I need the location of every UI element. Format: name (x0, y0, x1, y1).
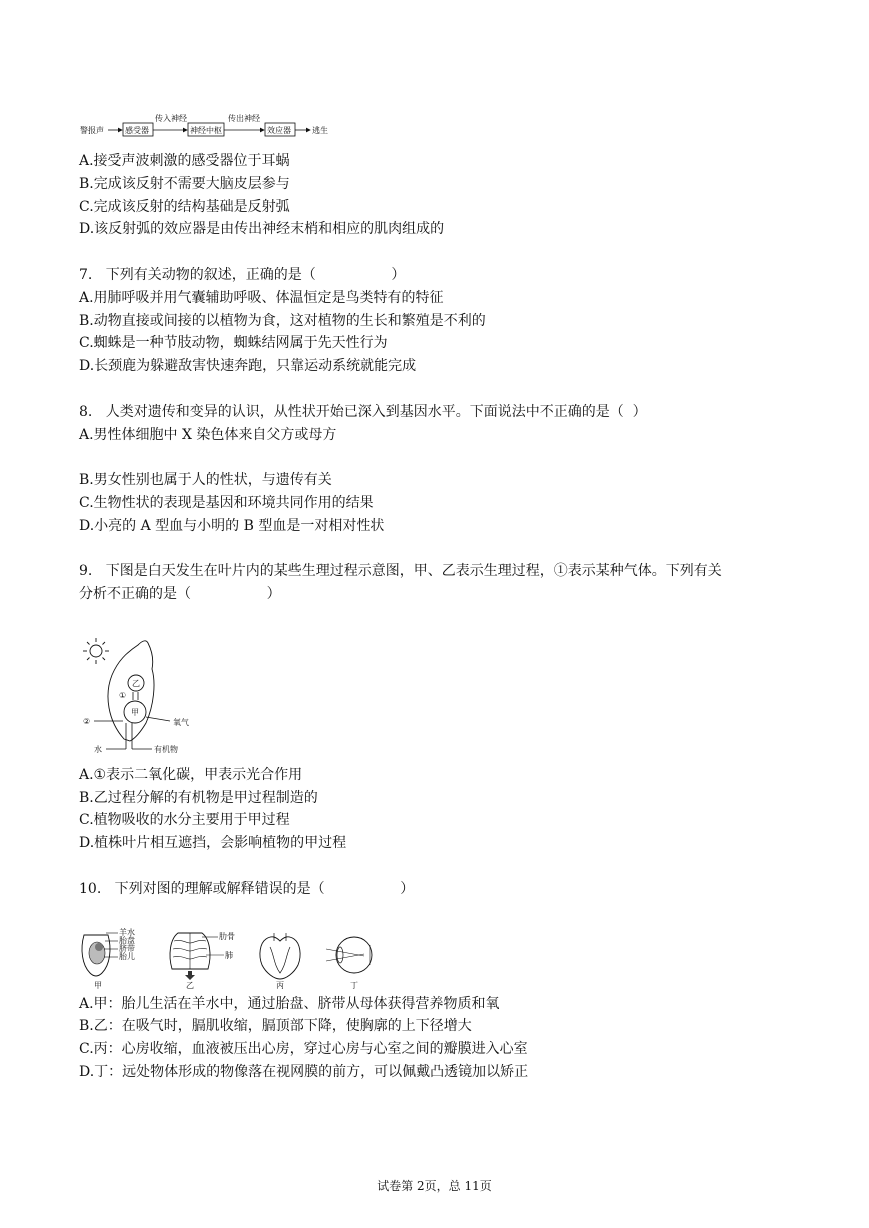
page-footer: 试卷第 2页，总 11页 (377, 1179, 492, 1193)
yi-label: 乙 (132, 679, 140, 688)
flow-efferent: 传出神经 (228, 114, 260, 123)
flow-start: 警报声 (80, 126, 104, 135)
yi-caption: 乙 (186, 981, 194, 990)
flow-end: 逃生 (312, 126, 328, 135)
jia-caption: 甲 (94, 981, 102, 990)
q6-option-d: D.该反射弧的效应器是由传出神经末梢和相应的肌肉组成的 (79, 221, 445, 237)
q8-option-a: A.男性体细胞中 X 染色体来自父方或母方 (79, 427, 337, 443)
q8-option-c: C.生物性状的表现是基因和环境共同作用的结果 (79, 495, 374, 511)
placenta-label: 胎盘 (119, 936, 135, 945)
q6-option-a: A.接受声波刺激的感受器位于耳蜗 (79, 153, 290, 169)
flow-center: 神经中枢 (190, 126, 222, 135)
q8-option-d: D.小亮的 A 型血与小明的 B 型血是一对相对性状 (79, 518, 385, 534)
q10-option-d: D.丁：远处物体形成的物像落在视网膜的前方，可以佩戴凸透镜加以矫正 (79, 1064, 529, 1080)
q9-option-d: D.植株叶片相互遮挡，会影响植物的甲过程 (79, 835, 347, 851)
q7-option-d: D.长颈鹿为躲避敌害快速奔跑，只靠运动系统就能完成 (79, 358, 417, 374)
flow-afferent: 传入神经 (155, 114, 187, 123)
q9-option-b: B.乙过程分解的有机物是甲过程制造的 (79, 790, 318, 806)
fetus-diagram (82, 927, 135, 990)
q9-option-c: C.植物吸收的水分主要用于甲过程 (79, 812, 290, 828)
q6-option-b: B.完成该反射不需要大脑皮层参与 (79, 176, 290, 192)
sun-icon (83, 638, 109, 664)
q10-stem: 10. 下列对图的理解或解释错误的是（ ） (79, 881, 415, 897)
flow-receptor: 感受器 (125, 126, 149, 135)
amniotic-label: 羊水 (119, 928, 135, 937)
q8-stem: 8. 人类对遗传和变异的认识，从性状开始已深入到基因水平。下面说法中不正确的是（ ） (79, 404, 647, 420)
leaf-process-figure (80, 635, 200, 757)
rib-label: 肋骨 (219, 932, 235, 941)
ding-caption: 丁 (350, 981, 358, 990)
gas-two-label: ② (83, 717, 91, 726)
q7-option-c: C.蜘蛛是一种节肢动物，蜘蛛结网属于先天性行为 (79, 335, 388, 351)
q7-stem: 7. 下列有关动物的叙述，正确的是（ ） (79, 267, 406, 283)
bing-caption: 丙 (276, 981, 284, 990)
lung-label: 肺 (225, 951, 233, 960)
q9-option-a: A.①表示二氧化碳，甲表示光合作用 (79, 767, 303, 783)
q10-figure (78, 925, 398, 991)
fetus-label: 胎儿 (119, 952, 135, 961)
q9-stem-line2: 分析不正确的是（ ） (79, 586, 281, 602)
water-label: 水 (94, 745, 102, 754)
q10-option-c: C.丙：心房收缩，血液被压出心房，穿过心房与心室之间的瓣膜进入心室 (79, 1041, 528, 1057)
q7-option-b: B.动物直接或间接的以植物为食，这对植物的生长和繁殖是不利的 (79, 313, 486, 329)
q6-option-c: C.完成该反射的结构基础是反射弧 (79, 199, 290, 215)
eye-diagram (326, 937, 372, 990)
jia-label: 甲 (131, 708, 139, 717)
heart-diagram (260, 933, 300, 990)
q8-option-b: B.男女性别也属于人的性状，与遗传有关 (79, 472, 332, 488)
q7-option-a: A.用肺呼吸并用气囊辅助呼吸、体温恒定是鸟类特有的特征 (79, 290, 444, 306)
ribcage-diagram (170, 931, 235, 990)
q10-option-b: B.乙：在吸气时，膈肌收缩，膈顶部下降，使胸廓的上下径增大 (79, 1018, 472, 1034)
organic-label: 有机物 (154, 745, 178, 754)
umbilical-label: 脐带 (119, 944, 135, 953)
flow-effector: 效应器 (267, 126, 291, 135)
q10-option-a: A.甲：胎儿生活在羊水中，通过胎盘、脐带从母体获得营养物质和氧 (79, 996, 500, 1012)
reflex-arc-diagram (78, 112, 348, 140)
gas-one-label: ① (119, 691, 127, 700)
oxygen-label: 氧气 (173, 718, 189, 727)
q9-stem-line1: 9. 下图是白天发生在叶片内的某些生理过程示意图，甲、乙表示生理过程，①表示某种气体。下列有关 (79, 563, 722, 579)
leaf-outline (108, 641, 154, 741)
